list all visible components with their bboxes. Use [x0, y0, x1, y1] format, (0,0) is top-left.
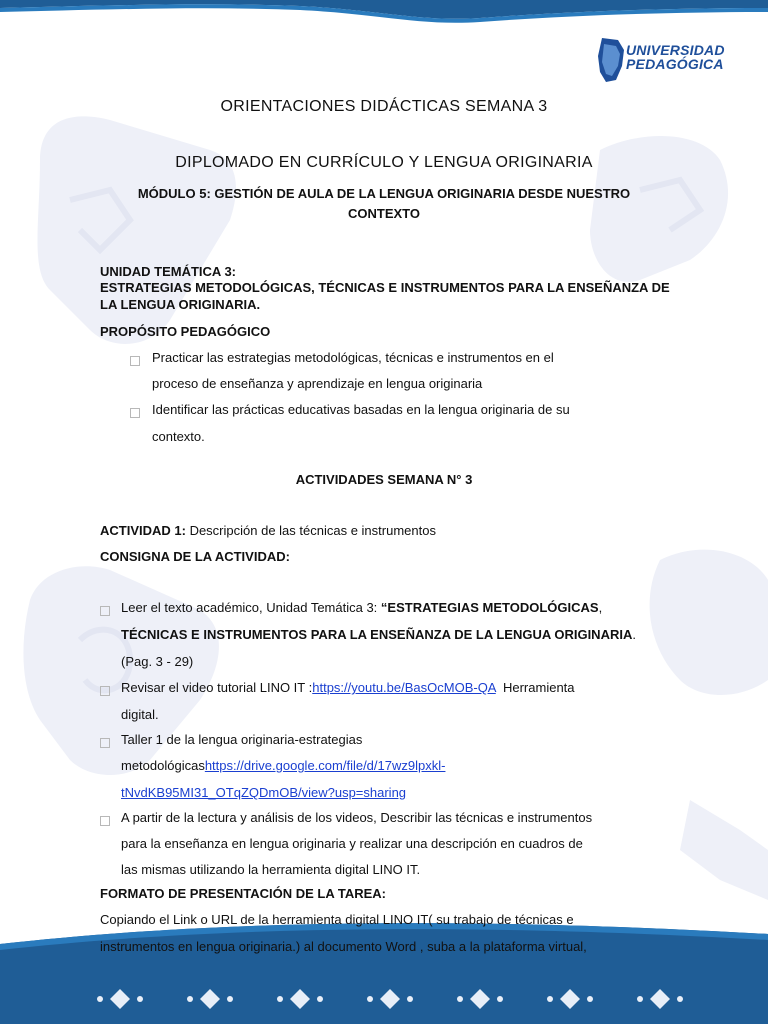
map-emblem-icon — [596, 36, 626, 84]
item-1-pages: (Pag. 3 - 29) — [121, 654, 194, 669]
instruction-item-4-line1: A partir de la lectura y análisis de los videos, Describir las técnicas e instrumentos — [121, 810, 593, 825]
format-line-2: instrumentos en lengua originaria.) al documento Word , suba a la plataforma virtual, — [100, 939, 587, 954]
activity-1-label: ACTIVIDAD 1: — [100, 523, 186, 538]
bullet-square-icon — [100, 606, 110, 616]
module-title-line2: CONTEXTO — [348, 206, 420, 221]
youtube-link[interactable]: https://youtu.be/BasOcMOB-QA — [312, 680, 496, 695]
item-1-bold-2: TÉCNICAS E INSTRUMENTOS PARA LA ENSEÑANZA DE LA LENGUA ORIGINARIA — [121, 627, 633, 642]
purpose-item-1-line1: Practicar las estrategias metodológicas, técnicas e instrumentos en el — [152, 350, 554, 365]
instruction-item-3-line2 — [121, 758, 445, 773]
item-1-period: . — [632, 627, 636, 642]
bullet-square-icon — [130, 356, 140, 366]
item-3-pre: metodológicas — [121, 758, 205, 773]
bullet-square-icon — [100, 816, 110, 826]
activity-1 — [100, 523, 436, 538]
drive-link-part-2[interactable]: tNvdKB95MI31_OTqZQDmOB/view?usp=sharing — [121, 785, 407, 800]
format-line-1: Copiando el Link o URL de la herramienta digital LINO IT( su trabajo de técnicas e — [100, 912, 574, 927]
university-logo — [596, 34, 742, 86]
instruction-item-1-line2 — [121, 627, 636, 642]
instruction-item-1-line1 — [121, 600, 602, 615]
logo-line-1: UNIVERSIDAD — [626, 42, 725, 58]
unit-title-line1: ESTRATEGIAS METODOLÓGICAS, TÉCNICAS E INSTRUMENTOS PARA LA ENSEÑANZA DE — [100, 280, 670, 295]
document-title: ORIENTACIONES DIDÁCTICAS SEMANA 3 — [220, 98, 548, 115]
purpose-item-1-line2: proceso de enseñanza y aprendizaje en lengua originaria — [152, 376, 483, 391]
logo-line-2: PEDAGÓGICA — [626, 56, 724, 72]
bullet-square-icon — [130, 408, 140, 418]
instruction-item-4-line3: las mismas utilizando la herramienta digital LINO IT. — [121, 862, 421, 877]
item-2-post: Herramienta — [495, 680, 575, 695]
activities-heading: ACTIVIDADES SEMANA N° 3 — [295, 472, 473, 487]
instruction-item-2-line1 — [121, 680, 575, 695]
drive-link-part-1[interactable]: https://drive.google.com/file/d/17wz9lpxkl- — [204, 758, 446, 773]
item-2-pre: Revisar el video tutorial LINO IT : — [121, 680, 313, 695]
instruction-item-2-line2: digital. — [121, 707, 159, 722]
item-1-pre: Leer el texto académico, Unidad Temática 3: — [121, 600, 381, 615]
unit-label: UNIDAD TEMÁTICA 3: — [100, 264, 237, 279]
unit-title-line2: LA LENGUA ORIGINARIA. — [100, 297, 261, 312]
bullet-square-icon — [100, 738, 110, 748]
purpose-heading: PROPÓSITO PEDAGÓGICO — [100, 324, 271, 339]
program-title: DIPLOMADO EN CURRÍCULO Y LENGUA ORIGINARIA — [175, 154, 593, 171]
instruction-item-4-line2: para la enseñanza en lengua originaria y realizar una descripción en cuadros de — [121, 836, 583, 851]
item-1-bold-1: “ESTRATEGIAS METODOLÓGICAS — [380, 600, 599, 615]
instruction-item-3-line1: Taller 1 de la lengua originaria-estrategias — [121, 732, 363, 747]
instruction-item-3-line3 — [121, 785, 406, 800]
bullet-square-icon — [100, 686, 110, 696]
format-heading: FORMATO DE PRESENTACIÓN DE LA TAREA: — [100, 886, 386, 901]
item-1-comma: , — [598, 600, 603, 615]
activity-1-text: Descripción de las técnicas e instrumentos — [185, 523, 436, 538]
module-title-line1: MÓDULO 5: GESTIÓN DE AULA DE LA LENGUA ORIGINARIA DESDE NUESTRO — [137, 186, 631, 201]
purpose-item-2-line2: contexto. — [152, 429, 205, 444]
purpose-item-2-line1: Identificar las prácticas educativas basadas en la lengua originaria de su — [152, 402, 570, 417]
instruction-heading: CONSIGNA DE LA ACTIVIDAD: — [100, 549, 290, 564]
